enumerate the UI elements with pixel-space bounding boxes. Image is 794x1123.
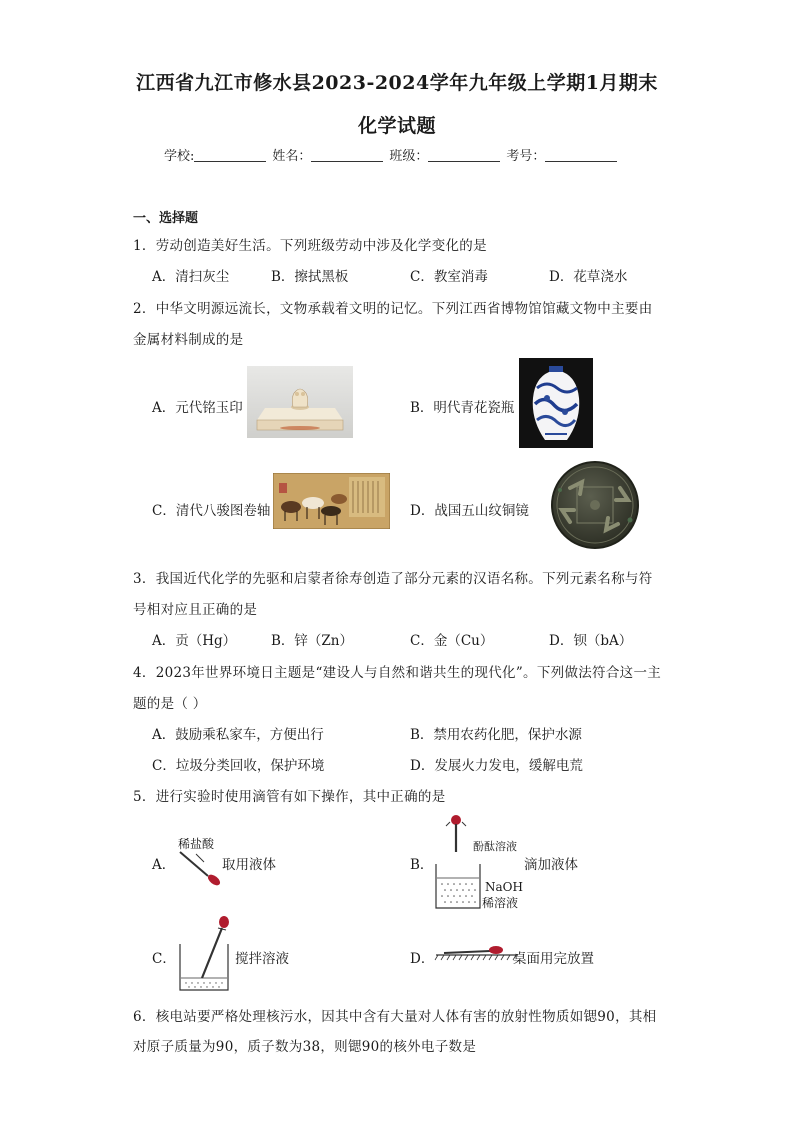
q2-stem-line1: 2．中华文明源远流长，文物承载着文明的记忆。下列江西省博物馆馆藏文物中主要由 [133, 301, 653, 317]
q5-option-b-prefix: B． [410, 857, 434, 873]
q5-option-a-text: 取用液体 [222, 857, 276, 873]
q5-option-a-prefix: A． [152, 857, 176, 873]
number-label: 考号： [506, 149, 546, 164]
name-blank [311, 149, 383, 162]
dropper-beaker-icon [432, 812, 488, 912]
q1-option-b: B．擦拭黑板 [271, 269, 349, 285]
q4-stem-line2: 题的是（ ） [133, 696, 207, 712]
jade-seal-image [247, 366, 353, 438]
q5-option-d-text: 桌面用完放置 [513, 951, 594, 967]
q5-a-reagent-label: 稀盐酸 [178, 837, 215, 851]
q2-option-c: C．清代八骏图卷轴 [152, 503, 271, 519]
q4-option-d: D．发展火力发电，缓解电荒 [410, 758, 583, 774]
number-blank [545, 149, 617, 162]
q4-option-b: B．禁用农药化肥，保护水源 [410, 727, 582, 743]
q4-option-c: C．垃圾分类回收，保护环境 [152, 758, 325, 774]
q3-option-a: A．贡（Hg） [152, 633, 237, 649]
bronze-mirror-image [530, 460, 660, 550]
q1-option-a: A．清扫灰尘 [152, 269, 230, 285]
q5-option-d-prefix: D． [410, 951, 435, 967]
q5-b-dilute-label: 稀溶液 [482, 896, 519, 910]
q1-option-d: D．花草浇水 [549, 269, 628, 285]
q2-option-a: A．元代铭玉印 [152, 400, 243, 416]
q6-stem-line1: 6．核电站要严格处理核污水，因其中含有大量对人体有害的放射性物质如锶90，其相 [133, 1009, 657, 1025]
exam-title-line1: 江西省九江市修水县2023-2024学年九年级上学期1月期末 [136, 72, 658, 94]
q5-option-c-text: 搅拌溶液 [235, 951, 289, 967]
q5-b-reagent-label: 酚酞溶液 [473, 840, 517, 853]
student-info-row [162, 145, 621, 164]
q2-option-b: B．明代青花瓷瓶 [410, 400, 515, 416]
q3-option-b: B．锌（Zn） [271, 633, 353, 649]
dropper-stirring-icon [176, 914, 236, 994]
q6-stem-line2: 对原子质量为90，质子数为38，则锶90的核外电子数是 [133, 1039, 477, 1055]
q5-stem: 5．进行实验时使用滴管有如下操作，其中正确的是 [133, 789, 446, 805]
section-title: 一、选择题 [133, 211, 199, 226]
q4-option-a: A．鼓励乘私家车，方便出行 [152, 727, 324, 743]
q2-option-d: D．战国五山纹铜镜 [410, 503, 529, 519]
eight-horses-scroll-image [273, 473, 390, 529]
school-blank [194, 149, 266, 162]
q1-option-c: C．教室消毒 [410, 269, 488, 285]
q3-option-c: C．金（Cu） [410, 633, 494, 649]
q2-stem-line2: 金属材料制成的是 [133, 332, 244, 348]
q5-option-c-prefix: C． [152, 951, 176, 967]
school-label: 学校: [164, 149, 195, 164]
porcelain-vase-image [519, 358, 593, 448]
dropper-on-table-icon [434, 942, 520, 964]
exam-title-line2: 化学试题 [357, 115, 436, 137]
q1-stem: 1．劳动创造美好生活。下列班级劳动中涉及化学变化的是 [133, 238, 487, 254]
class-blank [428, 149, 500, 162]
q5-option-b-text: 滴加液体 [524, 857, 578, 873]
q3-option-d: D．钡（bA） [549, 633, 633, 649]
q5-b-naoh-label: NaOH [485, 880, 523, 894]
name-label: 姓名： [272, 149, 312, 164]
dropper-tilted-icon [178, 850, 224, 886]
class-label: 班级： [389, 149, 429, 164]
q3-stem-line2: 号相对应且正确的是 [133, 602, 258, 618]
q4-stem-line1: 4．2023年世界环境日主题是“建设人与自然和谐共生的现代化”。下列做法符合这一主 [133, 665, 662, 681]
q3-stem-line1: 3．我国近代化学的先驱和启蒙者徐寿创造了部分元素的汉语名称。下列元素名称与符 [133, 571, 653, 587]
